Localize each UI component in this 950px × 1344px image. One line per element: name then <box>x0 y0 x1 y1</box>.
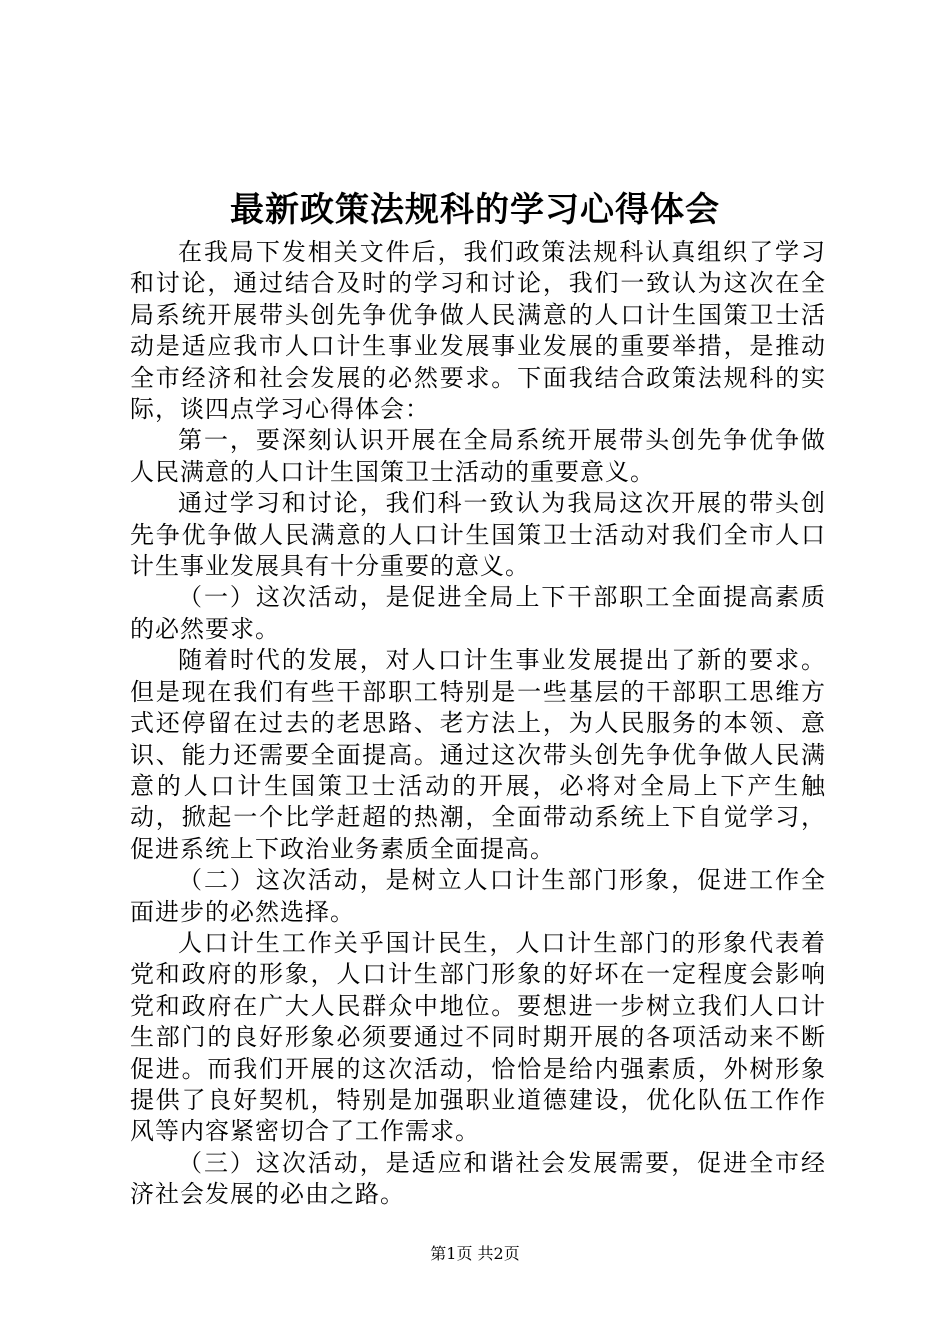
paragraph: 随着时代的发展，对人口计生事业发展提出了新的要求。但是现在我们有些干部职工特别是一些基层的干部职工思维方式还停留在过去的老思路、老方法上，为人民服务的本领、意识、能力还需要全面提高。通过这次带头创先争优争做人民满意的人口计生国策卫士活动的开展，必将对全局上下产生触动，掀起一个比学赶超的热潮，全面带动系统上下自觉学习，促进系统上下政治业务素质全面提高。 <box>130 646 826 863</box>
paragraph: 第一，要深刻认识开展在全局系统开展带头创先争优争做人民满意的人口计生国策卫士活动的重要意义。 <box>130 426 826 486</box>
paragraph: （二）这次活动，是树立人口计生部门形象，促进工作全面进步的必然选择。 <box>130 866 826 926</box>
paragraph: 人口计生工作关乎国计民生，人口计生部门的形象代表着党和政府的形象，人口计生部门形象的好坏在一定程度会影响党和政府在广大人民群众中地位。要想进一步树立我们人口计生部门的良好形象必须要通过不同时期开展的各项活动来不断促进。而我们开展的这次活动，恰恰是给内强素质，外树形象提供了良好契机，特别是加强职业道德建设，优化队伍工作作风等内容紧密切合了工作需求。 <box>130 928 826 1146</box>
paragraph: （三）这次活动，是适应和谐社会发展需要，促进全市经济社会发展的必由之路。 <box>130 1148 826 1209</box>
paragraph: 通过学习和讨论，我们科一致认为我局这次开展的带头创先争优争做人民满意的人口计生国策卫士活动对我们全市人口计生事业发展具有十分重要的意义。 <box>130 489 826 581</box>
page-number-footer: 第1页 共2页 <box>430 1244 520 1263</box>
paragraph: （一）这次活动，是促进全局上下干部职工全面提高素质的必然要求。 <box>130 583 826 643</box>
document-body <box>130 237 826 1211</box>
document-title: 最新政策法规科的学习心得体会 <box>230 190 720 230</box>
paragraph: 在我局下发相关文件后，我们政策法规科认真组织了学习和讨论，通过结合及时的学习和讨论，我们一致认为这次在全局系统开展带头创先争优争做人民满意的人口计生国策卫士活动是适应我市人口计生事业发展事业发展的重要举措，是推动全市经济和社会发展的必然要求。下面我结合政策法规科的实际，谈四点学习心得体会： <box>130 238 826 424</box>
